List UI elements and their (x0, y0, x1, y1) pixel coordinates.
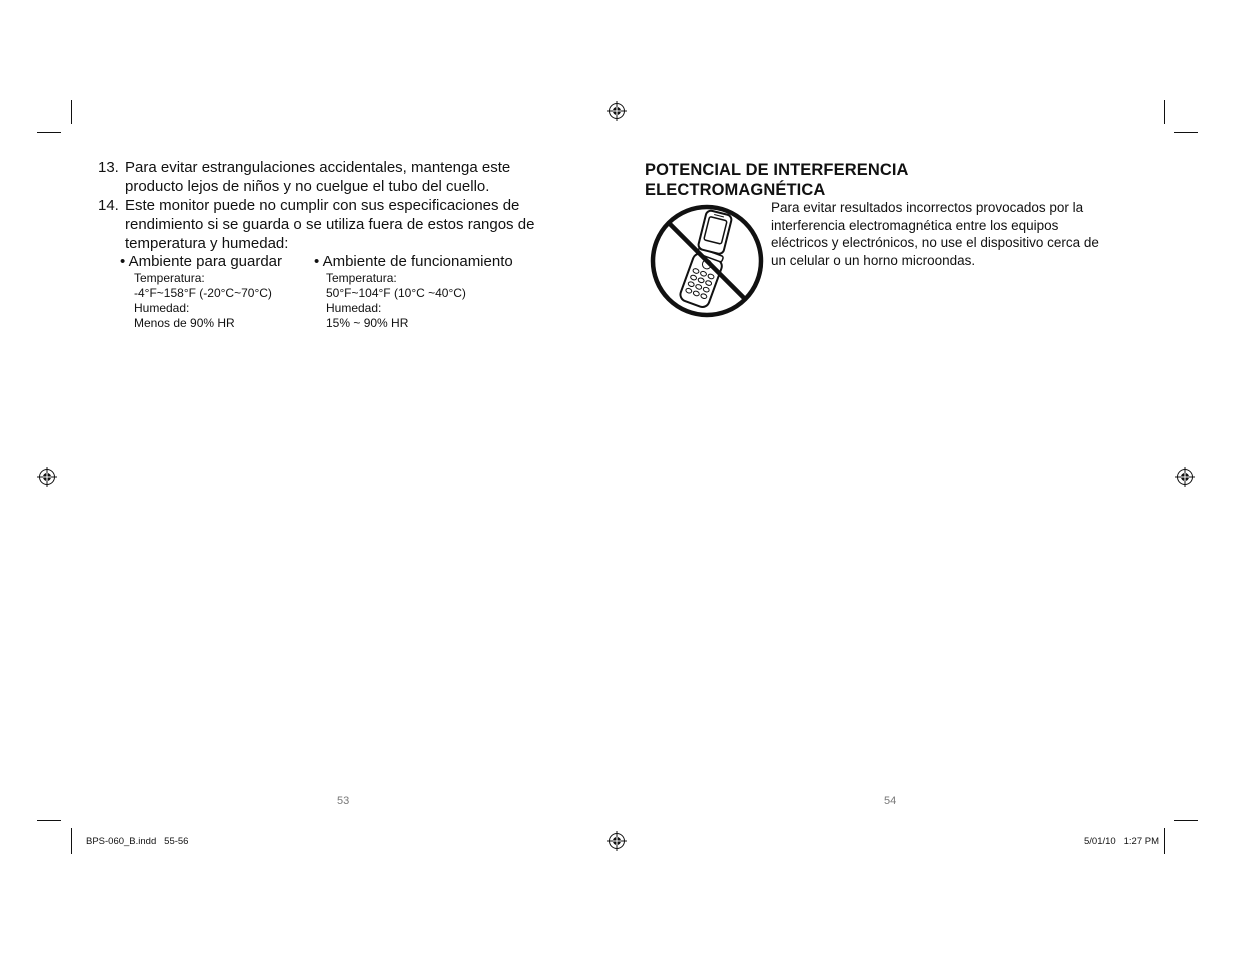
crop-mark (37, 132, 61, 133)
storage-environment-title: • Ambiente para guardar (120, 253, 283, 270)
registration-mark-icon (607, 831, 627, 851)
slug-date-time: 5/01/10 1:27 PM (1084, 836, 1159, 847)
crop-mark (1174, 820, 1198, 821)
no-cellphone-icon (648, 202, 766, 320)
section-heading (645, 160, 985, 200)
page-number: 54 (884, 795, 897, 807)
section-heading-line2: ELECTROMAGNÉTICA (645, 181, 826, 199)
list-item-text: Este monitor puede no cumplir con sus especificaciones de rendimiento si se guarda o se utiliza fuera de estos rangos de temperatura y humedad: (125, 197, 535, 252)
interference-paragraph: Para evitar resultados incorrectos provocados por la interferencia electromagnética entre los equipos eléctricos y electrónicos, no use el dispositivo cerca de un celular o un horno microondas. (771, 200, 1099, 268)
operating-environment-title: • Ambiente de funcionamiento (314, 253, 513, 270)
crop-mark (1164, 828, 1165, 854)
section-heading-line1: POTENCIAL DE INTERFERENCIA (645, 161, 909, 179)
crop-mark (71, 100, 72, 124)
slug-file-info: BPS-060_B.indd 55-56 (86, 836, 189, 847)
list-item (98, 196, 558, 253)
storage-temp-label: Temperatura: (134, 271, 205, 285)
list-item-number: 14. (98, 197, 119, 214)
registration-mark-icon (607, 101, 627, 121)
crop-mark (1164, 100, 1165, 124)
storage-humidity-label: Humedad: (134, 301, 190, 315)
crop-mark (37, 820, 61, 821)
list-item-number: 13. (98, 159, 119, 176)
operating-temp-value: 50°F~104°F (10°C ~40°C) (326, 286, 466, 300)
storage-humidity-value: Menos de 90% HR (134, 316, 235, 330)
registration-mark-icon (1175, 467, 1195, 487)
list-item-text: Para evitar estrangulaciones accidentales, mantenga este producto lejos de niños y no cuelgue el tubo del cuello. (125, 159, 511, 195)
operating-temp-label: Temperatura: (326, 271, 397, 285)
storage-temp-value: -4°F~158°F (-20°C~70°C) (134, 286, 272, 300)
operating-humidity-value: 15% ~ 90% HR (326, 316, 409, 330)
crop-mark (1174, 132, 1198, 133)
registration-mark-icon (37, 467, 57, 487)
page-number: 53 (337, 795, 350, 807)
list-item (98, 158, 558, 196)
operating-humidity-label: Humedad: (326, 301, 382, 315)
crop-mark (71, 828, 72, 854)
